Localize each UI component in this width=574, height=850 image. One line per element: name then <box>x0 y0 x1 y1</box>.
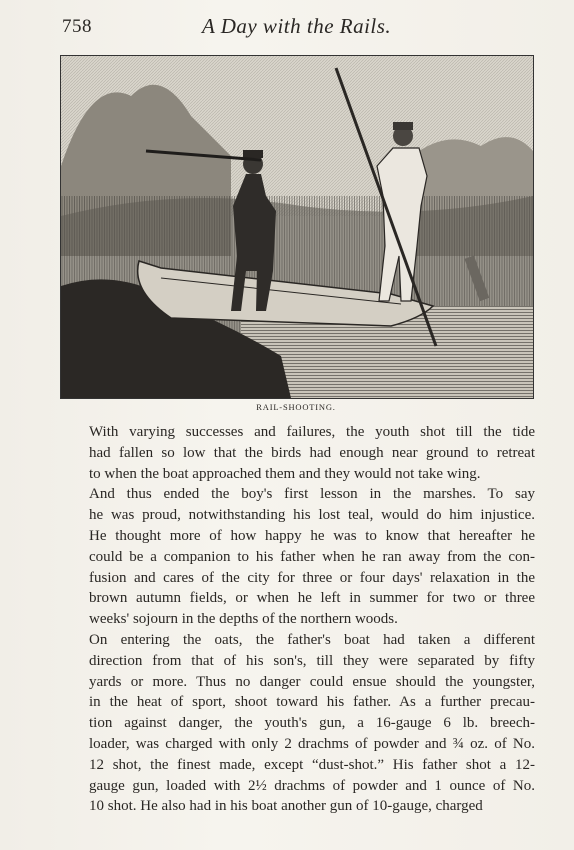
text-line: in the heat of sport, shoot toward his father. As a further precau- <box>89 694 535 711</box>
text-line: to when the boat approached them and they would not take wing. <box>89 465 481 482</box>
running-head: A Day with the Rails. <box>202 14 392 38</box>
text-line: He thought more of how happy he was to know that hereafter he <box>89 527 535 544</box>
paragraph <box>65 484 535 630</box>
text-line: And thus ended the boy's first lesson in the marshes. To say <box>89 486 535 503</box>
text-line: could be a companion to his father when he ran away from the con- <box>89 548 535 565</box>
page-header <box>62 14 542 44</box>
page-number: 758 <box>62 16 92 37</box>
text-line: gauge gun, loaded with 2½ drachms of powder and 1 ounce of No. <box>89 777 535 794</box>
engraving-illustration <box>60 55 534 399</box>
body-text <box>65 422 535 817</box>
text-line: With varying successes and failures, the youth shot till the tide <box>89 424 535 440</box>
text-line: 10 shot. He also had in his boat another gun of 10-gauge, charged <box>89 798 483 815</box>
text-line: 12 shot, the finest made, except “dust-shot.” His father shot a 12- <box>89 756 535 773</box>
text-line: he was proud, notwithstanding his lost teal, would do him injustice. <box>89 507 535 524</box>
text-line: tion against danger, the youth's gun, a 16-gauge 6 lb. breech- <box>89 715 535 732</box>
text-line: loader, was charged with only 2 drachms of powder and ¾ oz. of No. <box>89 735 535 752</box>
illustration-caption: RAIL-SHOOTING. <box>256 402 336 412</box>
text-line: yards or more. Thus no danger could ensue should the youngster, <box>89 673 535 690</box>
rail-shooting-engraving <box>61 56 533 398</box>
paragraph <box>65 422 535 484</box>
paragraph <box>65 630 535 817</box>
text-line: direction from that of his son's, till they were separated by fifty <box>89 652 535 669</box>
text-line: fusion and cares of the city for three or four days' relaxation in the <box>89 569 535 586</box>
text-line: weeks' sojourn in the depths of the northern woods. <box>89 611 398 628</box>
text-line: brown autumn fields, or when he left in summer for two or three <box>89 590 535 607</box>
text-line: had fallen so low that the birds had enough near ground to retreat <box>89 444 535 461</box>
text-line: On entering the oats, the father's boat had taken a different <box>89 631 535 648</box>
